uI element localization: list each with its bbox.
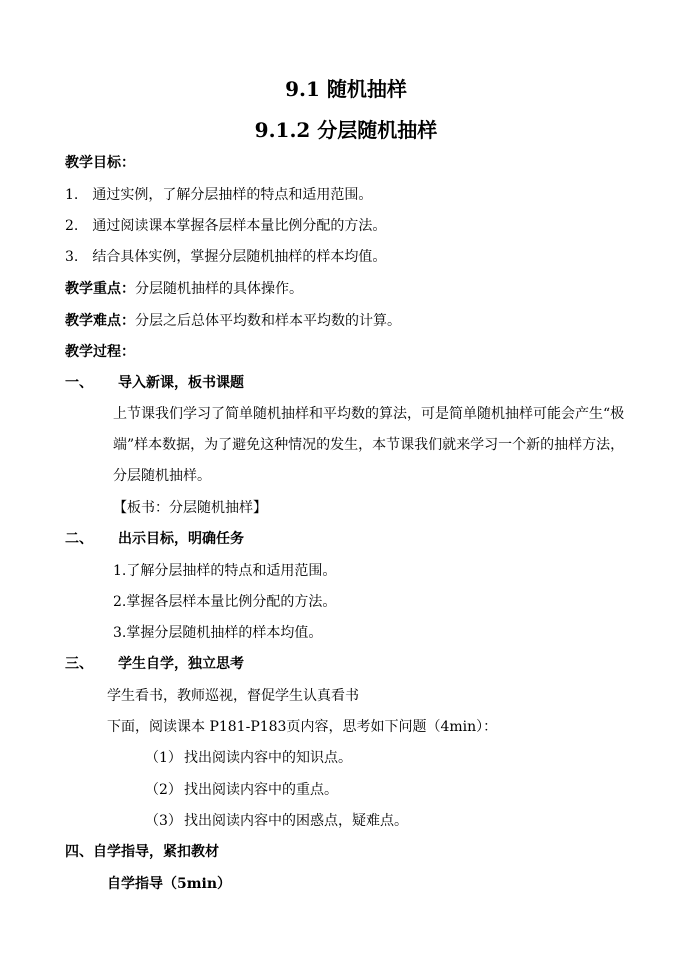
difficulty-row [65,311,401,331]
question-text: 找出阅读内容中的重点。 [184,782,338,798]
section-heading: 学生自学，独立思考 [118,656,244,672]
section-number: 二、 [65,531,93,547]
goal-item: 1.了解分层抽样的特点和适用范围。 [113,563,337,579]
key-point-text: 分层随机抽样的具体操作。 [135,281,303,297]
objectives-label: 教学目标： [65,155,135,171]
section-number: 四、 [65,844,93,860]
subsection-heading: 自学指导（5min） [107,876,232,892]
section-heading: 导入新课，板书课题 [118,375,244,391]
objective-item: 3. 结合具体实例，掌握分层随机抽样的样本均值。 [65,249,387,265]
board-note: 【板书：分层随机抽样】 [113,500,267,516]
paragraph-line: 学生看书，教师巡视，督促学生认真看书 [107,688,359,704]
difficulty-text: 分层之后总体平均数和样本平均数的计算。 [135,313,401,329]
objective-item: 2. 通过阅读课本掌握各层样本量比例分配的方法。 [65,218,387,234]
section-heading: 出示目标，明确任务 [118,531,244,547]
paragraph-line: 分层随机抽样。 [113,468,211,484]
paragraph-line: 下面，阅读课本 P181-P183页内容，思考如下问题（4min）： [107,719,498,735]
section-heading: 自学指导，紧扣教材 [93,844,219,860]
process-label: 教学过程： [65,344,135,360]
section-number: 一、 [65,375,93,391]
difficulty-label: 教学难点： [65,313,135,329]
goal-item: 3.掌握分层随机抽样的样本均值。 [113,625,323,641]
paragraph-line: 端”样本数据，为了避免这种情况的发生，本节课我们就来学习一个新的抽样方法， [113,437,625,453]
section-number: 三、 [65,656,93,672]
question-text: 找出阅读内容中的困惑点，疑难点。 [184,813,408,829]
key-point-row [65,279,303,299]
question-text: 找出阅读内容中的知识点。 [184,750,352,766]
paragraph-line: 上节课我们学习了简单随机抽样和平均数的算法，可是简单随机抽样可能会产生“极 [113,406,625,422]
document-subtitle: 9.1.2 分层随机抽样 [254,118,438,142]
key-point-label: 教学重点： [65,281,135,297]
objective-item: 1. 通过实例，了解分层抽样的特点和适用范围。 [65,187,373,203]
document-title: 9.1 随机抽样 [285,77,407,101]
goal-item: 2.掌握各层样本量比例分配的方法。 [113,594,337,610]
question-number: （2） [145,782,182,798]
question-number: （3） [145,813,182,829]
question-number: （1） [145,750,182,766]
